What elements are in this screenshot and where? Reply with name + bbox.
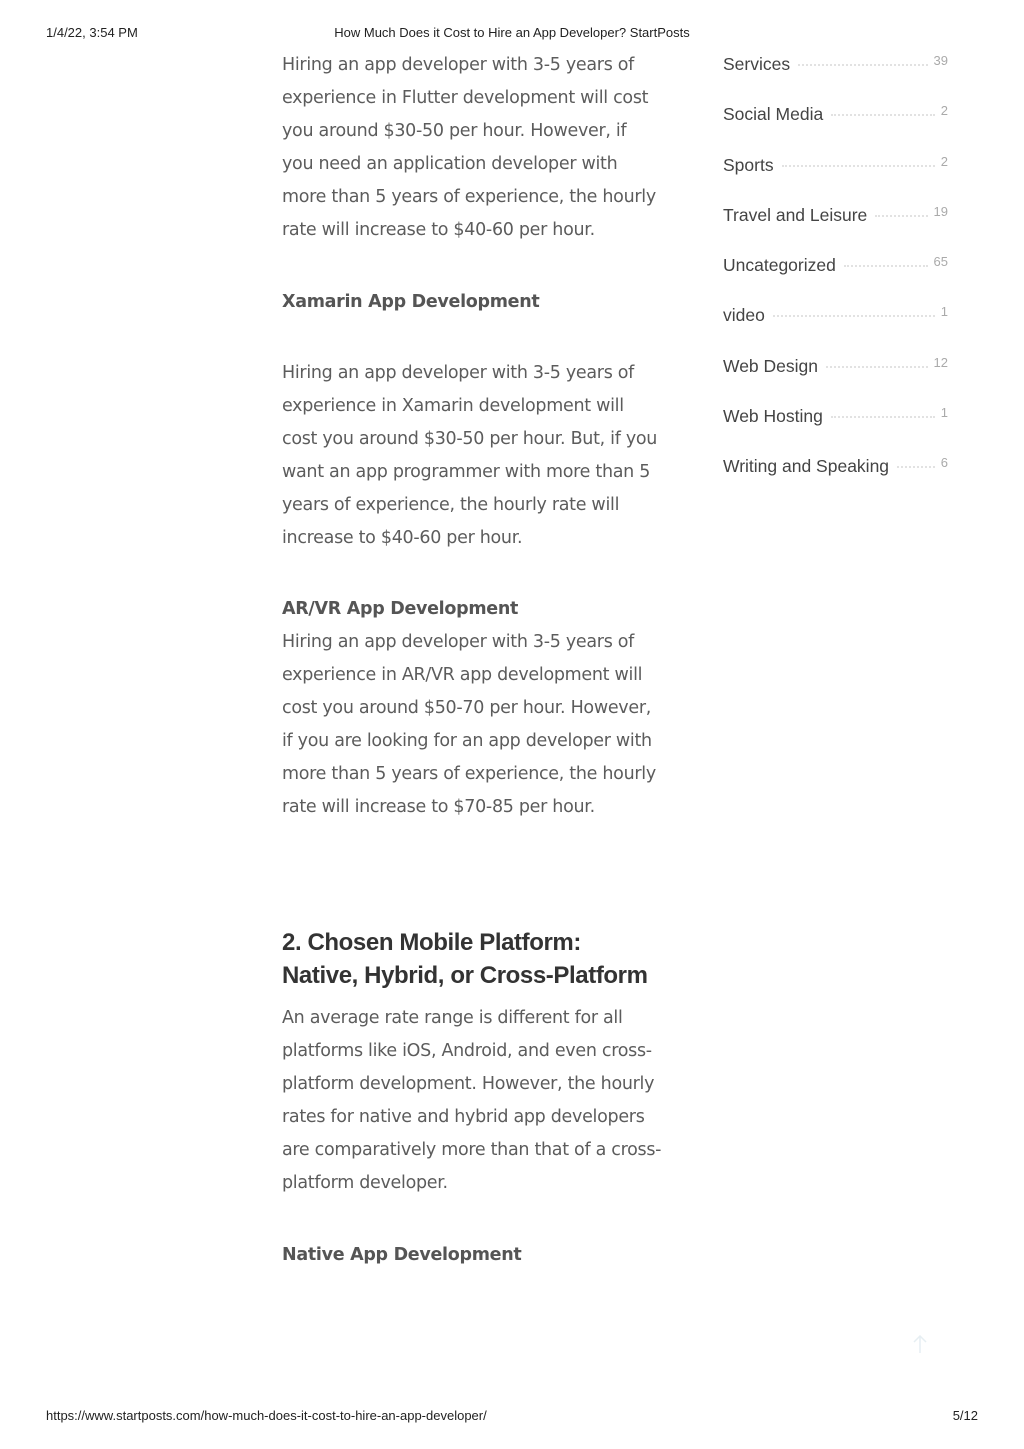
section-2-paragraph: An average rate range is different for all platforms like iOS, Android, and even cross-platform development. However, the hourly rates for native and hybrid app developers are comparatively more than that of a cross-platform developer. <box>282 1008 662 1193</box>
back-to-top-button[interactable] <box>908 1332 932 1356</box>
category-count: 12 <box>933 354 948 370</box>
article-content <box>282 49 662 1272</box>
print-datetime: 1/4/22, 3:54 PM <box>46 25 138 40</box>
category-item[interactable] <box>723 100 948 150</box>
categories-sidebar <box>723 50 948 503</box>
category-item[interactable] <box>723 352 948 402</box>
category-item[interactable] <box>723 50 948 100</box>
leader-dots <box>773 301 935 317</box>
print-page-title: How Much Does it Cost to Hire an App Developer? StartPosts <box>334 25 690 40</box>
category-item[interactable] <box>723 301 948 351</box>
category-item[interactable] <box>723 201 948 251</box>
xamarin-heading: Xamarin App Development <box>282 292 540 312</box>
print-page-url: https://www.startposts.com/how-much-does-it-cost-to-hire-an-app-developer/ <box>46 1408 487 1423</box>
flutter-paragraph: Hiring an app developer with 3-5 years of experience in Flutter development will cost you around $30-50 per hour. However, if you need an application developer with more than 5 years of experience, the hourly rate will increase to $40-60 per hour. <box>282 55 656 240</box>
leader-dots <box>831 100 935 116</box>
leader-dots <box>826 352 928 368</box>
leader-dots <box>831 402 935 418</box>
leader-dots <box>782 151 935 167</box>
leader-dots <box>844 251 928 267</box>
category-link[interactable]: Web Design <box>723 355 819 376</box>
category-link[interactable]: Uncategorized <box>723 255 836 276</box>
category-link[interactable]: Web Hosting <box>723 406 823 427</box>
category-link[interactable]: Travel and Leisure <box>723 204 868 225</box>
category-count: 6 <box>940 455 948 471</box>
category-count: 19 <box>933 203 948 219</box>
category-count: 39 <box>933 53 948 68</box>
print-page-number: 5/12 <box>952 1408 978 1423</box>
category-item[interactable] <box>723 452 948 502</box>
arvr-paragraph: Hiring an app developer with 3-5 years of experience in AR/VR app development will cost you around $50-70 per hour. However, if you are looking for an app developer with more than 5 years of experience, the hourly rate will increase to $70-85 per hour. <box>282 632 656 817</box>
xamarin-paragraph: Hiring an app developer with 3-5 years of experience in Xamarin development will cost you around $30-50 per hour. But, if you want an app programmer with more than 5 years of experience, the hourly rate will increase to $40-60 per hour. <box>282 363 658 548</box>
category-link[interactable]: Social Media <box>723 104 824 125</box>
category-link[interactable]: Services <box>723 54 791 74</box>
category-link[interactable]: Sports <box>723 154 774 175</box>
category-item[interactable] <box>723 402 948 452</box>
category-count: 1 <box>940 405 948 421</box>
category-count: 2 <box>940 153 948 169</box>
category-count: 2 <box>940 103 948 119</box>
category-item[interactable] <box>723 151 948 201</box>
category-count: 65 <box>933 254 948 270</box>
category-count: 1 <box>940 304 948 320</box>
arrow-up-icon <box>908 1332 932 1356</box>
category-link[interactable]: Writing and Speaking <box>723 456 890 477</box>
arvr-heading: AR/VR App Development <box>282 599 519 619</box>
category-link[interactable]: video <box>723 305 765 326</box>
leader-dots <box>798 50 927 66</box>
category-item[interactable] <box>723 251 948 301</box>
native-heading: Native App Development <box>282 1245 522 1265</box>
section-2-heading: 2. Chosen Mobile Platform: Native, Hybrid, or Cross-Platform <box>282 929 648 989</box>
leader-dots <box>875 201 927 217</box>
leader-dots <box>897 452 935 468</box>
